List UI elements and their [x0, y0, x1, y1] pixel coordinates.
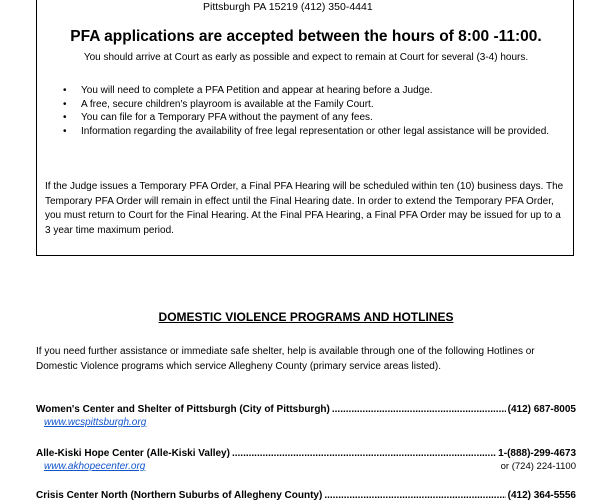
pfa-bullet-list	[63, 84, 563, 138]
hours-title: PFA applications are accepted between the hours of 8:00 -11:00.	[70, 28, 542, 45]
bullet-item: • You can file for a Temporary PFA without the payment of any fees.	[63, 111, 563, 125]
bullet-item: • You will need to complete a PFA Petition and appear at hearing before a Judge.	[63, 84, 563, 98]
pfa-address-line: Pittsburgh PA 15219 (412) 350-4441	[203, 1, 373, 13]
dv-intro-paragraph: If you need further assistance or immediate safe shelter, help is available through one of the following Hotlines or Domestic Violence programs which service Allegheny County (primary service areas listed).	[36, 346, 535, 372]
program-name: Women's Center and Shelter of Pittsburgh (City of Pittsburgh)	[36, 404, 330, 415]
dot-leader	[324, 490, 505, 501]
program-website-link[interactable]: www.wcspittsburgh.org	[44, 417, 147, 428]
program-entry	[36, 404, 576, 428]
bullet-item: • A free, secure children's playroom is available at the Family Court.	[63, 98, 563, 112]
pfa-info-box	[36, 0, 574, 256]
program-phone: (412) 364-5556	[507, 490, 576, 501]
dot-leader	[232, 448, 496, 459]
dot-leader	[332, 404, 506, 415]
bullet-item: • Information regarding the availability of free legal representation or other legal assistance will be provided.	[63, 125, 563, 139]
temporary-pfa-paragraph: If the Judge issues a Temporary PFA Order, a Final PFA Hearing will be scheduled within ten (10) business days. The Temporary PFA Order will remain in effect until the Final Hearing date. In order to extend the Temporary PFA Order, you must return to Court for the Final Hearing. At the Final PFA Hearing, a Final PFA Order may be issued for up to a 3 year time maximum period.	[45, 181, 564, 236]
program-entry	[36, 448, 576, 472]
program-phone: (412) 687-8005	[507, 404, 576, 415]
program-name: Crisis Center North (Northern Suburbs of Allegheny County)	[36, 490, 323, 501]
program-entry	[36, 490, 576, 501]
hours-subtitle: You should arrive at Court as early as possible and expect to remain at Court for several (3-4) hours.	[83, 52, 529, 63]
program-name: Alle-Kiski Hope Center (Alle-Kiski Valley)	[36, 448, 230, 459]
program-website-link[interactable]: www.akhopecenter.org	[44, 461, 146, 472]
program-alt-phone: or (724) 224-1100	[500, 461, 576, 472]
dv-programs-heading: DOMESTIC VIOLENCE PROGRAMS AND HOTLINES	[158, 310, 454, 324]
program-phone: 1-(888)-299-4673	[498, 448, 576, 459]
